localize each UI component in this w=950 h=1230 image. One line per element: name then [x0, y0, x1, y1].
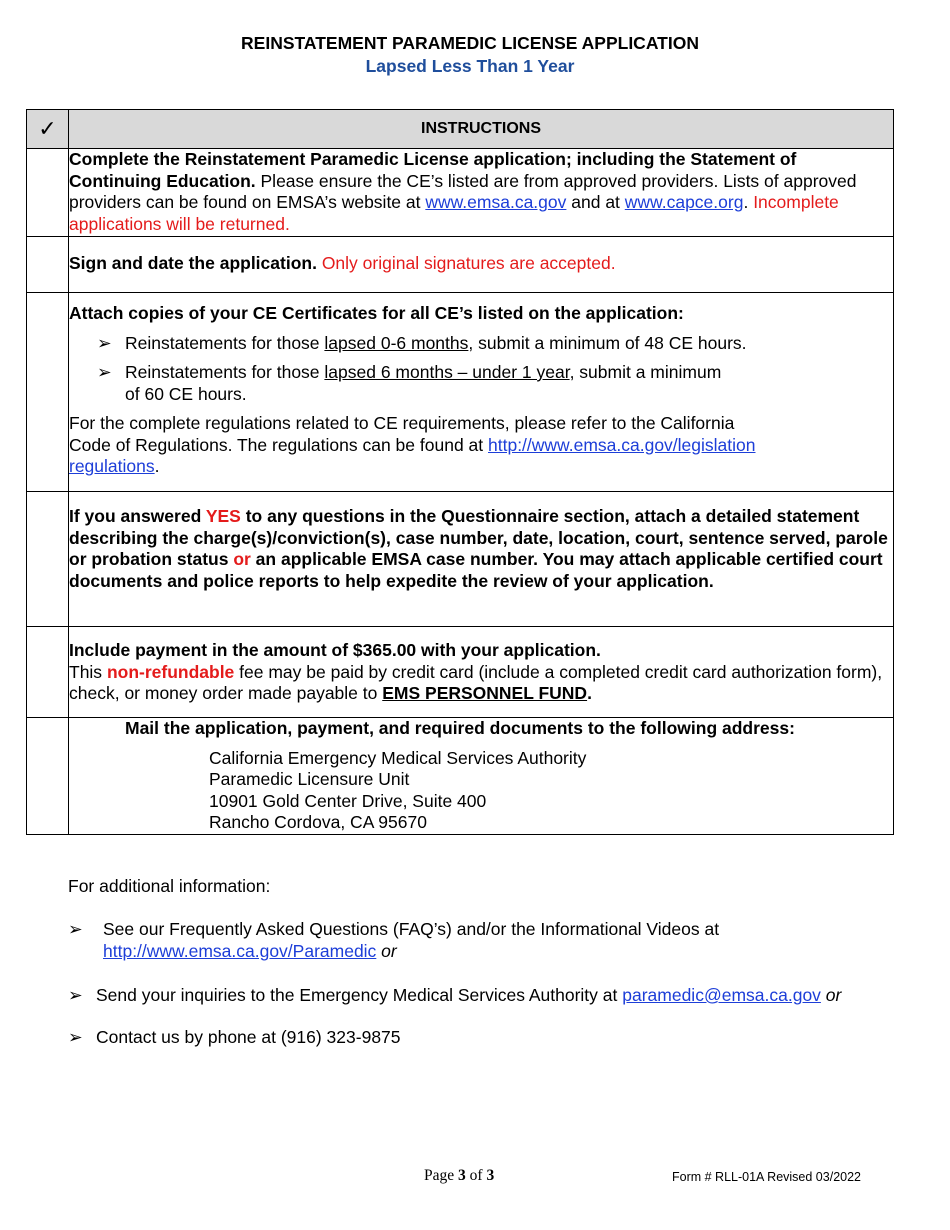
- row-checkbox[interactable]: [27, 293, 69, 492]
- list-item: ➢ Send your inquiries to the Emergency Medical Services Authority at paramedic@emsa.ca.gov or: [68, 985, 842, 1005]
- arrow-bullet-icon: ➢: [68, 985, 83, 1005]
- row-checkbox[interactable]: [27, 492, 69, 627]
- capce-website-link[interactable]: www.capce.org: [624, 192, 744, 212]
- page-number: Page 3 of 3: [424, 1167, 495, 1184]
- check-column-header: [27, 110, 69, 149]
- arrow-bullet-icon: ➢: [97, 332, 112, 353]
- checkmark-icon: ✓: [38, 116, 57, 141]
- table-row: [27, 293, 894, 492]
- row-checkbox[interactable]: [27, 627, 69, 718]
- instruction-attach-ce: Attach copies of your CE Certificates for all CE’s listed on the application: ➢ Reinstatements for those lapsed 0-6 months, submit a minimum of 48 CE hours. ➢ Reinstatements for those lapsed 6 months – under 1 year, submit a minimum of 60 CE hours. For the complete regulations related to CE requirements, please refer to the California Code of Regulations. The regulations can be found at http://www.emsa.ca.gov/legislation regulations.: [69, 293, 894, 492]
- instructions-header: INSTRUCTIONS: [69, 110, 894, 149]
- table-row: [27, 627, 894, 718]
- emsa-website-link[interactable]: www.emsa.ca.gov: [425, 192, 567, 212]
- list-item: ➢ See our Frequently Asked Questions (FAQ’s) and/or the Informational Videos at http://www.emsa.ca.gov/Paramedic or: [68, 919, 720, 961]
- form-number: Form # RLL-01A Revised 03/2022: [672, 1170, 861, 1184]
- regulations-link[interactable]: regulations: [69, 456, 155, 476]
- table-row: [27, 718, 894, 835]
- paramedic-faq-link[interactable]: http://www.emsa.ca.gov/Paramedic: [103, 941, 377, 961]
- list-item: ➢ Contact us by phone at (916) 323-9875: [68, 1027, 401, 1047]
- arrow-bullet-icon: ➢: [68, 919, 83, 939]
- table-row: [27, 149, 894, 237]
- table-row: [27, 492, 894, 627]
- legislation-link[interactable]: http://www.emsa.ca.gov/legislation: [488, 434, 756, 455]
- arrow-bullet-icon: ➢: [97, 362, 112, 382]
- instructions-table: [26, 109, 894, 835]
- table-row: [27, 237, 894, 293]
- instruction-complete-application: Complete the Reinstatement Paramedic License application; including the Statement of Continuing Education. Please ensure the CE’s listed are from approved providers. Lists of approved providers can be found on EMSA’s website at www.emsa.ca.gov and at www.capce.org. Incomplete applications will be returned.: [69, 149, 894, 237]
- instruction-mail-address: Mail the application, payment, and required documents to the following address: California Emergency Medical Services Authority Paramedic Licensure Unit 10901 Gold Center Drive, Suite 400 Rancho Cordova, CA 95670: [69, 718, 894, 835]
- row-checkbox[interactable]: [27, 149, 69, 237]
- paramedic-email-link[interactable]: paramedic@emsa.ca.gov: [622, 985, 821, 1005]
- instruction-payment: Include payment in the amount of $365.00 with your application. This non-refundable fee may be paid by credit card (include a completed credit card authorization form), check, or money order made payable to EMS PERSONNEL FUND.: [69, 627, 894, 718]
- page-title: REINSTATEMENT PARAMEDIC LICENSE APPLICATION: [241, 33, 699, 53]
- list-item: ➢ Reinstatements for those lapsed 0-6 months, submit a minimum of 48 CE hours.: [97, 332, 747, 353]
- additional-info-intro: For additional information:: [68, 876, 271, 896]
- page-subtitle: Lapsed Less Than 1 Year: [365, 56, 575, 76]
- arrow-bullet-icon: ➢: [68, 1027, 83, 1047]
- instruction-sign-date: Sign and date the application. Only original signatures are accepted.: [69, 237, 894, 293]
- row-checkbox[interactable]: [27, 718, 69, 835]
- instruction-questionnaire: If you answered YES to any questions in the Questionnaire section, attach a detailed statement describing the charge(s)/conviction(s), case number, date, location, court, sentence served, parole or probation status or an applicable EMSA case number. You may attach applicable certified court documents and police reports to help expedite the review of your application.: [69, 492, 894, 627]
- mailing-address: California Emergency Medical Services Authority Paramedic Licensure Unit 10901 Gold Center Drive, Suite 400 Rancho Cordova, CA 95670: [209, 747, 587, 832]
- list-item: ➢ Reinstatements for those lapsed 6 months – under 1 year, submit a minimum of 60 CE hours.: [97, 362, 722, 404]
- row-checkbox[interactable]: [27, 237, 69, 293]
